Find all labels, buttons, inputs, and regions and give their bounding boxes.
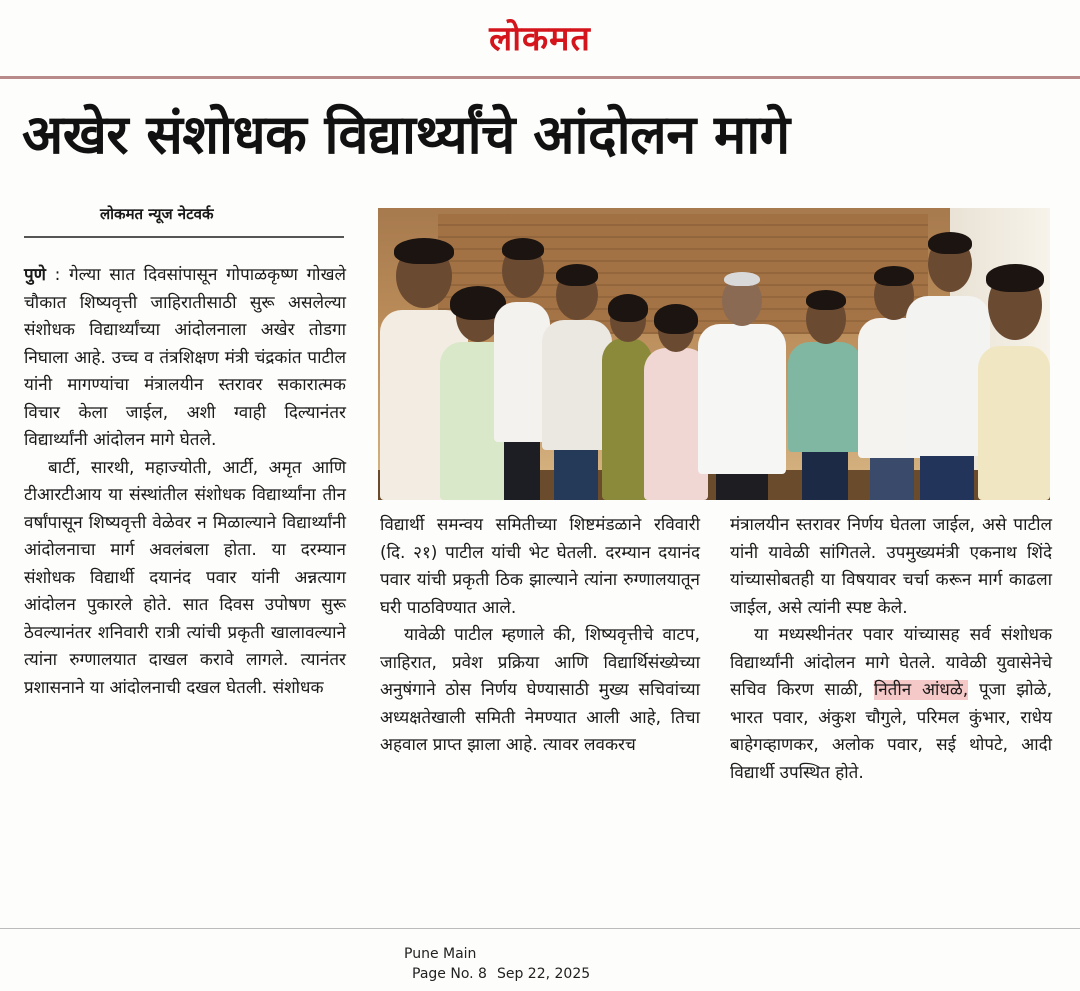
photo-person bbox=[698, 272, 788, 500]
news-photo bbox=[378, 208, 1050, 500]
paragraph-text: : गेल्या सात दिवसांपासून गोपाळकृष्ण गोखले चौकात शिष्यवृत्ती जाहिरातीसाठी सुरू असलेल्या संशोधक विद्यार्थ्यांच्या आंदोलनाला अखेर तोडगा निघाला आहे. उच्च व तंत्रशिक्षण मंत्री चंद्रकांत पाटील यांनी मागण्यांचा मंत्रालयीन स्तरावर सकारात्मक विचार केला जाईल, अशी ग्वाही दिल्यानंतर विद्यार्थ्यांनी आंदोलन मागे घेतले. bbox=[24, 265, 346, 450]
article-column-1 bbox=[24, 262, 346, 702]
page-number: Page No. 8 bbox=[412, 966, 487, 982]
paragraph-text: पूजा झोळे, भारत पवार, अंकुश चौगुले, परिमल कुंभार, राधेय बाहेगव्हाणकर, अलोक पवार, सई थोपटे, आदी विद्यार्थी उपस्थित होते. bbox=[730, 680, 1052, 783]
article-paragraph: विद्यार्थी समन्वय समितीच्या शिष्टमंडळाने रविवारी (दि. २१) पाटील यांची भेट घेतली. दरम्यान दयानंद पवार यांची प्रकृती ठिक झाल्याने त्यांना रुग्णालयातून घरी पाठविण्यात आले. bbox=[380, 515, 700, 618]
lokmat-logo: लोकमत bbox=[489, 19, 591, 59]
dateline: पुणे bbox=[24, 265, 46, 285]
article-byline: लोकमत न्यूज नेटवर्क bbox=[100, 205, 214, 223]
byline-divider bbox=[24, 236, 344, 238]
highlighted-name: नितीन आंधळे, bbox=[873, 680, 969, 700]
article-paragraph bbox=[730, 622, 1052, 787]
page-meta bbox=[404, 964, 600, 984]
article-paragraph bbox=[24, 262, 346, 455]
footer-divider bbox=[0, 928, 1080, 929]
article-column-2 bbox=[380, 512, 700, 760]
photo-person bbox=[788, 290, 864, 500]
edition-name: Pune Main bbox=[404, 946, 477, 962]
article-paragraph: यावेळी पाटील म्हणाले की, शिष्यवृत्तीचे वाटप, जाहिरात, प्रवेश प्रक्रिया आणि विद्यार्थिसंख्येच्या अनुषंगाने ठोस निर्णय घेण्यासाठी मुख्य सचिवांच्या अध्यक्षतेखाली समिती नेमण्यात आली आहे, तिचा अहवाल प्राप्त झाला आहे. त्यावर लवकरच bbox=[380, 625, 700, 755]
masthead-divider bbox=[0, 76, 1080, 79]
page-footer bbox=[404, 944, 600, 984]
paragraph-text: या मध्यस्थीनंतर पवार यांच्यासह सर्व संशोधक विद्यार्थ्यांनी आंदोलन मागे घेतले. यावेळी युवासेनेचे सचिव किरण साळी, bbox=[730, 625, 1052, 700]
photo-person bbox=[978, 264, 1050, 500]
article-paragraph: मंत्रालयीन स्तरावर निर्णय घेतला जाईल, असे पाटील यांनी यावेळी सांगितले. उपमुख्यमंत्री एकनाथ शिंदे यांच्यासोबतही या विषयावर चर्चा करून मार्ग काढला जाईल, असे त्यांनी स्पष्ट केले. bbox=[730, 515, 1052, 618]
masthead bbox=[0, 0, 1080, 76]
article-column-3 bbox=[730, 512, 1052, 787]
publish-date: Sep 22, 2025 bbox=[496, 966, 591, 982]
article-headline: अखेर संशोधक विद्यार्थ्यांचे आंदोलन मागे bbox=[22, 103, 790, 166]
article-paragraph: बार्टी, सारथी, महाज्योती, आर्टी, अमृत आणि टीआरटीआय या संस्थांतील संशोधक विद्यार्थ्यांना तीन वर्षांपासून शिष्यवृत्ती वेळेवर न मिळाल्याने विद्यार्थ्यांनी आंदोलनाचा मार्ग अवलंबला होता. या दरम्यान संशोधक विद्यार्थी दयानंद पवार यांनी अन्नत्याग आंदोलन पुकारले होते. सात दिवस उपोषण सुरू ठेवल्यानंतर शनिवारी रात्री त्यांची प्रकृती खालावल्याने त्यांना रुग्णालयात दाखल करावे लागले. त्यानंतर प्रशासनाने या आंदोलनाची दखल घेतली. संशोधक bbox=[24, 457, 346, 698]
